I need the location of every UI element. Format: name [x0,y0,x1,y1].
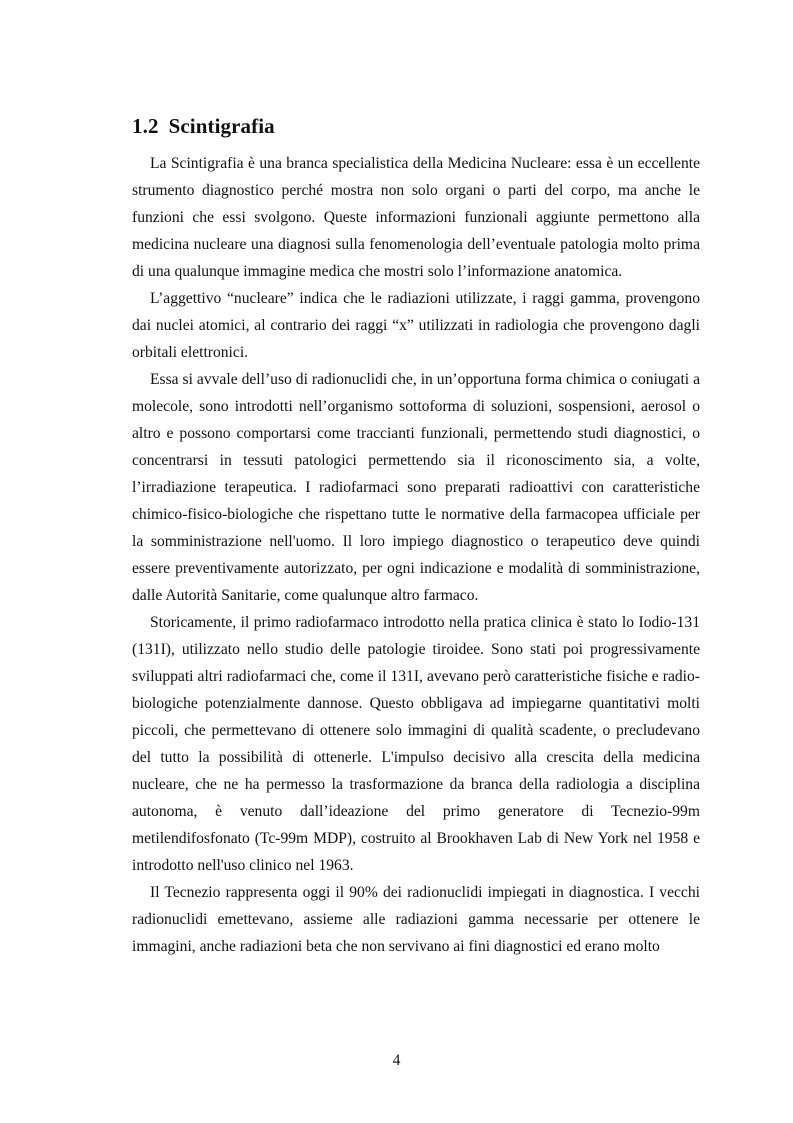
section-number: 1.2 [132,114,159,138]
paragraph: La Scintigrafia è una branca specialistica della Medicina Nucleare: essa è un eccellente strumento diagnostico perché mostra non solo organi o parti del corpo, ma anche le funzioni che essi svolgono. Queste informazioni funzionali aggiunte permettono alla medicina nucleare una diagnosi sulla fenomenologia dell’eventuale patologia molto prima di una qualunque immagine medica che mostri solo l’informazione anatomica. [132,155,700,280]
paragraph: L’aggettivo “nucleare” indica che le radiazioni utilizzate, i raggi gamma, provengono dai nuclei atomici, al contrario dei raggi “x” utilizzati in radiologia che provengono dagli orbitali elettronici. [132,290,700,361]
paragraph: Storicamente, il primo radiofarmaco introdotto nella pratica clinica è stato lo Iodio-131 (131I), utilizzato nello studio delle patologie tiroidee. Sono stati poi progressivamente sviluppati altri radiofarmaci che, come il 131I, avevano però caratteristiche fisiche e radio-biologiche potenzialmente dannose. Questo obbligava ad impiegarne quantitativi molti piccoli, che permettevano di ottenere solo immagini di qualità scadente, o precludevano del tutto la possibilità di ottenerle. L'impulso decisivo alla crescita della medicina nucleare, che ne ha permesso la trasformazione da branca della radiologia a disciplina autonoma, è venuto dall’ideazione del primo generatore di Tecnezio-99m metilendifosfonato (Tc-99m MDP), costruito al Brookhaven Lab di New York nel 1958 e introdotto nell'uso clinico nel 1963. [132,614,700,874]
section-heading [132,112,700,140]
page-number: 4 [392,1052,401,1069]
paragraph: Essa si avvale dell’uso di radionuclidi che, in un’opportuna forma chimica o coniugati a molecole, sono introdotti nell’organismo sottoforma di soluzioni, sospensioni, aerosol o altro e possono comportarsi come traccianti funzionali, permettendo studi diagnostici, o concentrarsi in tessuti patologici permettendo sia il riconoscimento sia, a volte, l’irradiazione terapeutica. I radiofarmaci sono preparati radioattivi con caratteristiche chimico-fisico-biologiche che rispettano tutte le normative della farmacopea ufficiale per la somministrazione nell'uomo. Il loro impiego diagnostico o terapeutico deve quindi essere preventivamente autorizzato, per ogni indicazione e modalità di somministrazione, dalle Autorità Sanitarie, come qualunque altro farmaco. [132,371,700,604]
paragraph: Il Tecnezio rappresenta oggi il 90% dei radionuclidi impiegati in diagnostica. I vecchi radionuclidi emettevano, assieme alle radiazioni gamma necessarie per ottenere le immagini, anche radiazioni beta che non servivano ai fini diagnostici ed erano molto [132,884,700,955]
section-title: Scintigrafia [168,114,275,138]
document-page [132,112,700,960]
